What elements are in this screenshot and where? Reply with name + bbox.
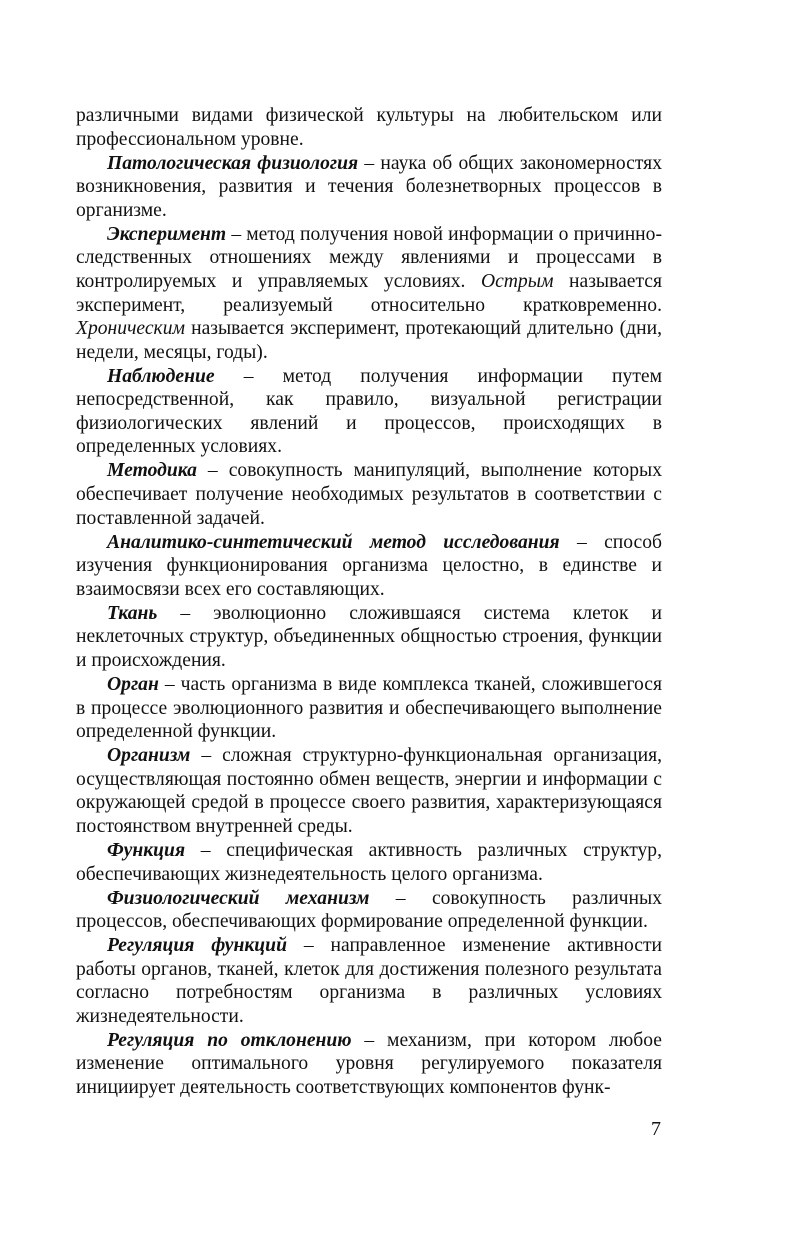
definition-observation	[76, 365, 662, 459]
definition-term: Регуляция по отклонению	[107, 1029, 352, 1051]
definition-physiological-mechanism	[76, 887, 662, 934]
italic-term-acute: Острым	[480, 270, 554, 292]
definition-text: называется эксперимент, протекающий длительно (дни, недели, месяцы, годы).	[76, 318, 662, 363]
definition-text: – эволюционно сложившаяся система клеток и неклеточных структур, объединенных общностью строения, функции и происхождения.	[76, 602, 662, 671]
definition-function	[76, 839, 662, 886]
definition-organ	[76, 673, 662, 744]
definition-text: – наука об общих закономерностях возникновения, развития и течения болезнетворных процессов в организме.	[76, 152, 662, 221]
definition-term: Эксперимент	[107, 223, 227, 245]
definition-term: Физиологический механизм	[107, 887, 370, 909]
continuation-paragraph: различными видами физической культуры на любительском или профессиональном уровне.	[76, 105, 662, 150]
italic-term-chronic: Хроническим	[76, 318, 186, 340]
definition-text: – способ изучения функционирования организма целостно, в единстве и взаимосвязи всех его составляющих.	[76, 531, 662, 600]
definition-text: – метод получения новой информации о причинно-следственных отношениях между явлениями и процессами в контролируемых и управляемых условиях.	[76, 223, 662, 292]
definition-term: Функция	[107, 839, 186, 861]
definition-text: – сложная структурно-функциональная организация, осуществляющая постоянно обмен веществ, энергии и информации с окружающей средой в процессе своего развития, характеризующаяся постоянством внутренней среды.	[76, 745, 662, 837]
page-body	[76, 104, 662, 1100]
definition-term: Ткань	[107, 602, 158, 624]
definition-term: Организм	[107, 745, 191, 767]
definition-term: Орган	[107, 673, 159, 695]
definition-experiment	[76, 223, 662, 365]
page-number: 7	[651, 1118, 661, 1140]
definition-analytic-synthetic-method	[76, 531, 662, 602]
definition-organism	[76, 744, 662, 838]
definition-term: Патологическая физиология	[107, 152, 359, 174]
definition-pathological-physiology	[76, 152, 662, 223]
definition-text: – механизм, при котором любое изменение оптимального уровня регулируемого показателя инициирует деятельность соответствующих компонентов функ-	[76, 1029, 662, 1099]
definition-text: – метод получения информации путем непосредственной, как правило, визуальной регистрации физиологических явлений и процессов, происходящих в определенных условиях.	[76, 365, 662, 458]
definition-regulation-by-deviation	[76, 1029, 662, 1100]
definition-term: Наблюдение	[107, 365, 215, 387]
definition-term: Методика	[107, 460, 197, 482]
definition-tissue	[76, 602, 662, 673]
definition-text: – часть организма в виде комплекса тканей, сложившегося в процессе эволюционного развития и обеспечивающего выполнение определенной функции.	[76, 673, 662, 743]
definition-text: – специфическая активность различных структур, обеспечивающих жизнедеятельность целого организма.	[76, 839, 662, 885]
definition-text: – совокупность различных процессов, обеспечивающих формирование определенной функции.	[76, 887, 662, 933]
definition-term: Регуляция функций	[107, 935, 287, 957]
definition-term: Аналитико-синтетический метод исследования	[107, 531, 560, 553]
definition-text: называется эксперимент, реализуемый относительно кратковременно.	[76, 270, 662, 316]
definition-regulation-of-functions	[76, 934, 662, 1028]
definition-text: – совокупность манипуляций, выполнение которых обеспечивает получение необходимых результатов в соответствии с поставленной задачей.	[76, 460, 662, 529]
definition-method	[76, 459, 662, 530]
definition-text: – направленное изменение активности работы органов, тканей, клеток для достижения полезного результата согласно потребностям организма в различных условиях жизнедеятельности.	[76, 935, 662, 1027]
